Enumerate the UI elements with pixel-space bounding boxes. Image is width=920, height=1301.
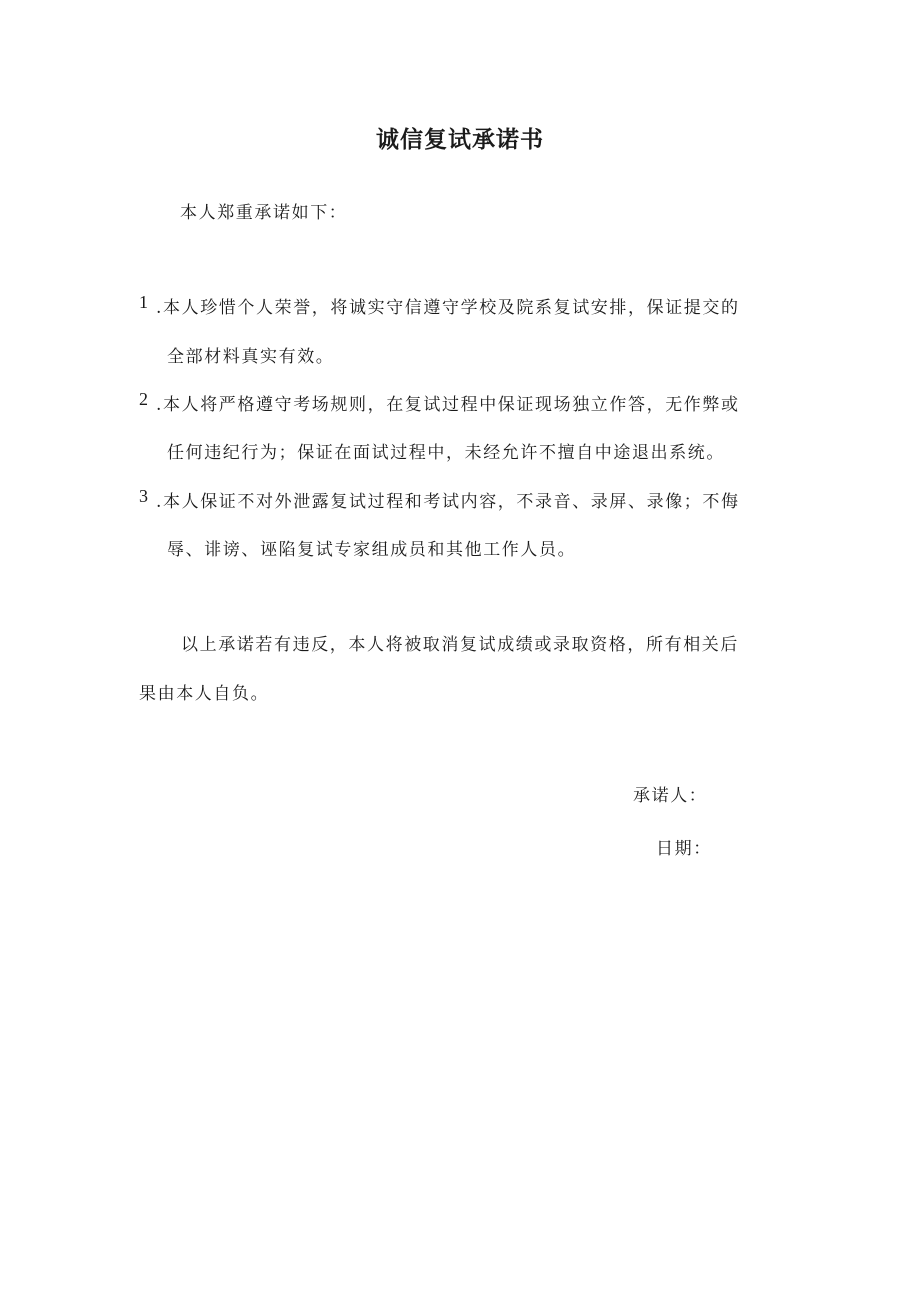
document-title: 诚信复试承诺书 — [376, 127, 544, 153]
date-label: 日期： — [656, 839, 712, 859]
closing-text: 以上承诺若有违反，本人将被取消复试成绩或录取资格，所有相关后 — [181, 635, 739, 655]
item-text-line: .本人保证不对外泄露复试过程和考试内容，不录音、录屏、录像；不侮 — [156, 492, 740, 512]
item-text-line: .本人珍惜个人荣誉，将诚实守信遵守学校及院系复试安排，保证提交的 — [156, 298, 740, 318]
item-number: 1 — [139, 292, 148, 312]
intro-text: 本人郑重承诺如下： — [180, 203, 348, 223]
signature-label: 承诺人： — [633, 786, 708, 806]
closing-text-continuation: 果由本人自负。 — [139, 684, 270, 704]
item-text-continuation: 全部材料真实有效。 — [167, 347, 335, 367]
item-text-line: .本人将严格遵守考场规则，在复试过程中保证现场独立作答，无作弊或 — [156, 395, 740, 415]
item-number: 2 — [139, 389, 148, 409]
item-text-continuation: 任何违纪行为；保证在面试过程中，未经允许不擅自中途退出系统。 — [167, 443, 725, 463]
item-number: 3 — [139, 486, 148, 506]
item-text-continuation: 辱、诽谤、诬陷复试专家组成员和其他工作人员。 — [167, 540, 577, 560]
